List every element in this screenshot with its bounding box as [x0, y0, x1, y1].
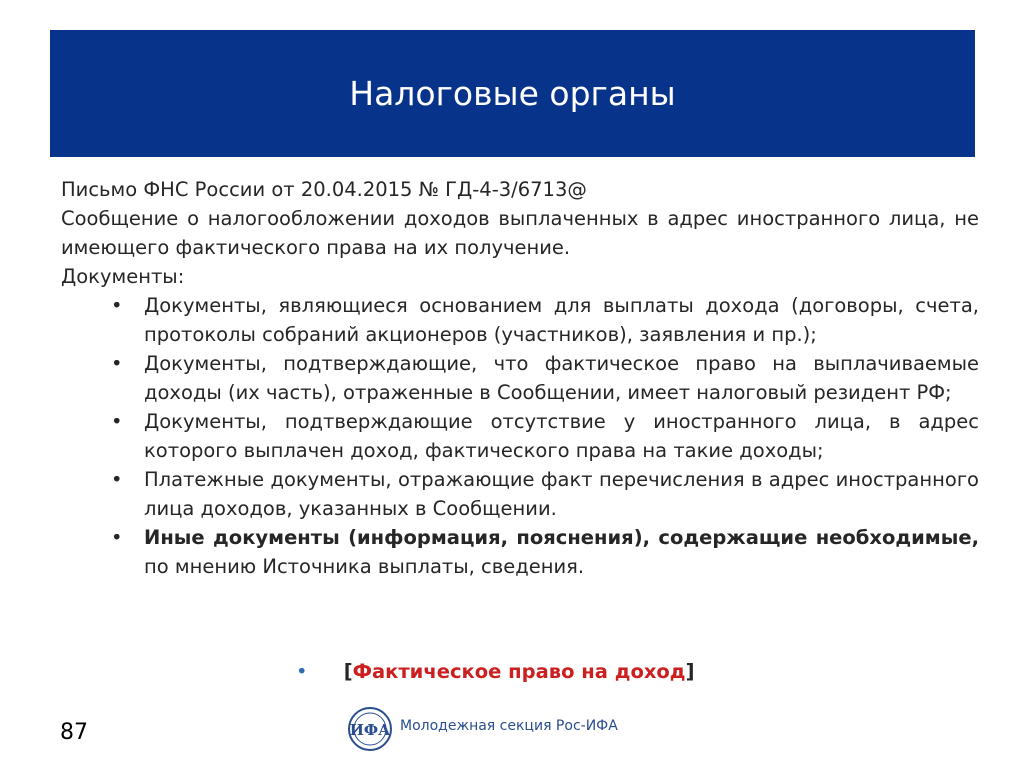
list-item [61, 465, 979, 523]
title-bar [50, 30, 975, 157]
slide-content [61, 175, 979, 581]
documents-heading: Документы: [61, 265, 185, 288]
list-item-text: Платежные документы, отражающие факт перечисления в адрес иностранного лица доходов, указанных в Сообщении. [144, 468, 979, 520]
footer-organization: Молодежная секция Рос-ИФА [400, 718, 618, 734]
beneficial-ownership-link[interactable]: Фактическое право на доход [352, 660, 686, 683]
letter-reference: Письмо ФНС России от 20.04.2015 № ГД-4-3/6713@ [61, 178, 587, 201]
list-item-text: Документы, являющиеся основанием для выплаты дохода (договоры, счета, протоколы собраний акционеров (участников), заявления и пр.); [144, 294, 979, 346]
slide-title: Налоговые органы [349, 74, 676, 113]
open-bracket: [ [343, 660, 353, 683]
list-item-bold-text: Иные документы (информация, пояснения), содержащие необходимые, [144, 526, 979, 549]
list-item-text: Документы, подтверждающие отсутствие у иностранного лица, в адрес которого выплачен доход, фактического права на такие доходы; [144, 410, 979, 462]
bullet-icon: • [296, 660, 308, 683]
bullet-icon: • [111, 468, 123, 491]
list-item [61, 349, 979, 407]
bullet-icon: • [111, 352, 123, 375]
list-item-text: Документы, подтверждающие, что фактическое право на выплачиваемые доходы (их часть), отраженные в Сообщении, имеет налоговый резидент РФ; [144, 352, 979, 404]
logo-letters: ИФА [349, 721, 391, 739]
ifa-logo-icon [346, 704, 394, 754]
close-bracket: ] [685, 660, 695, 683]
hyperlink-line [296, 657, 694, 686]
documents-list [61, 291, 979, 581]
list-item [61, 291, 979, 349]
list-item [61, 523, 979, 581]
bullet-icon: • [111, 526, 123, 549]
message-description: Сообщение о налогообложении доходов выплаченных в адрес иностранного лица, не имеющего фактического права на их получение. [61, 207, 979, 259]
page-number: 87 [60, 720, 88, 745]
list-item [61, 407, 979, 465]
bullet-icon: • [111, 410, 123, 433]
bullet-icon: • [111, 294, 123, 317]
list-item-text: по мнению Источника выплаты, сведения. [144, 555, 585, 578]
